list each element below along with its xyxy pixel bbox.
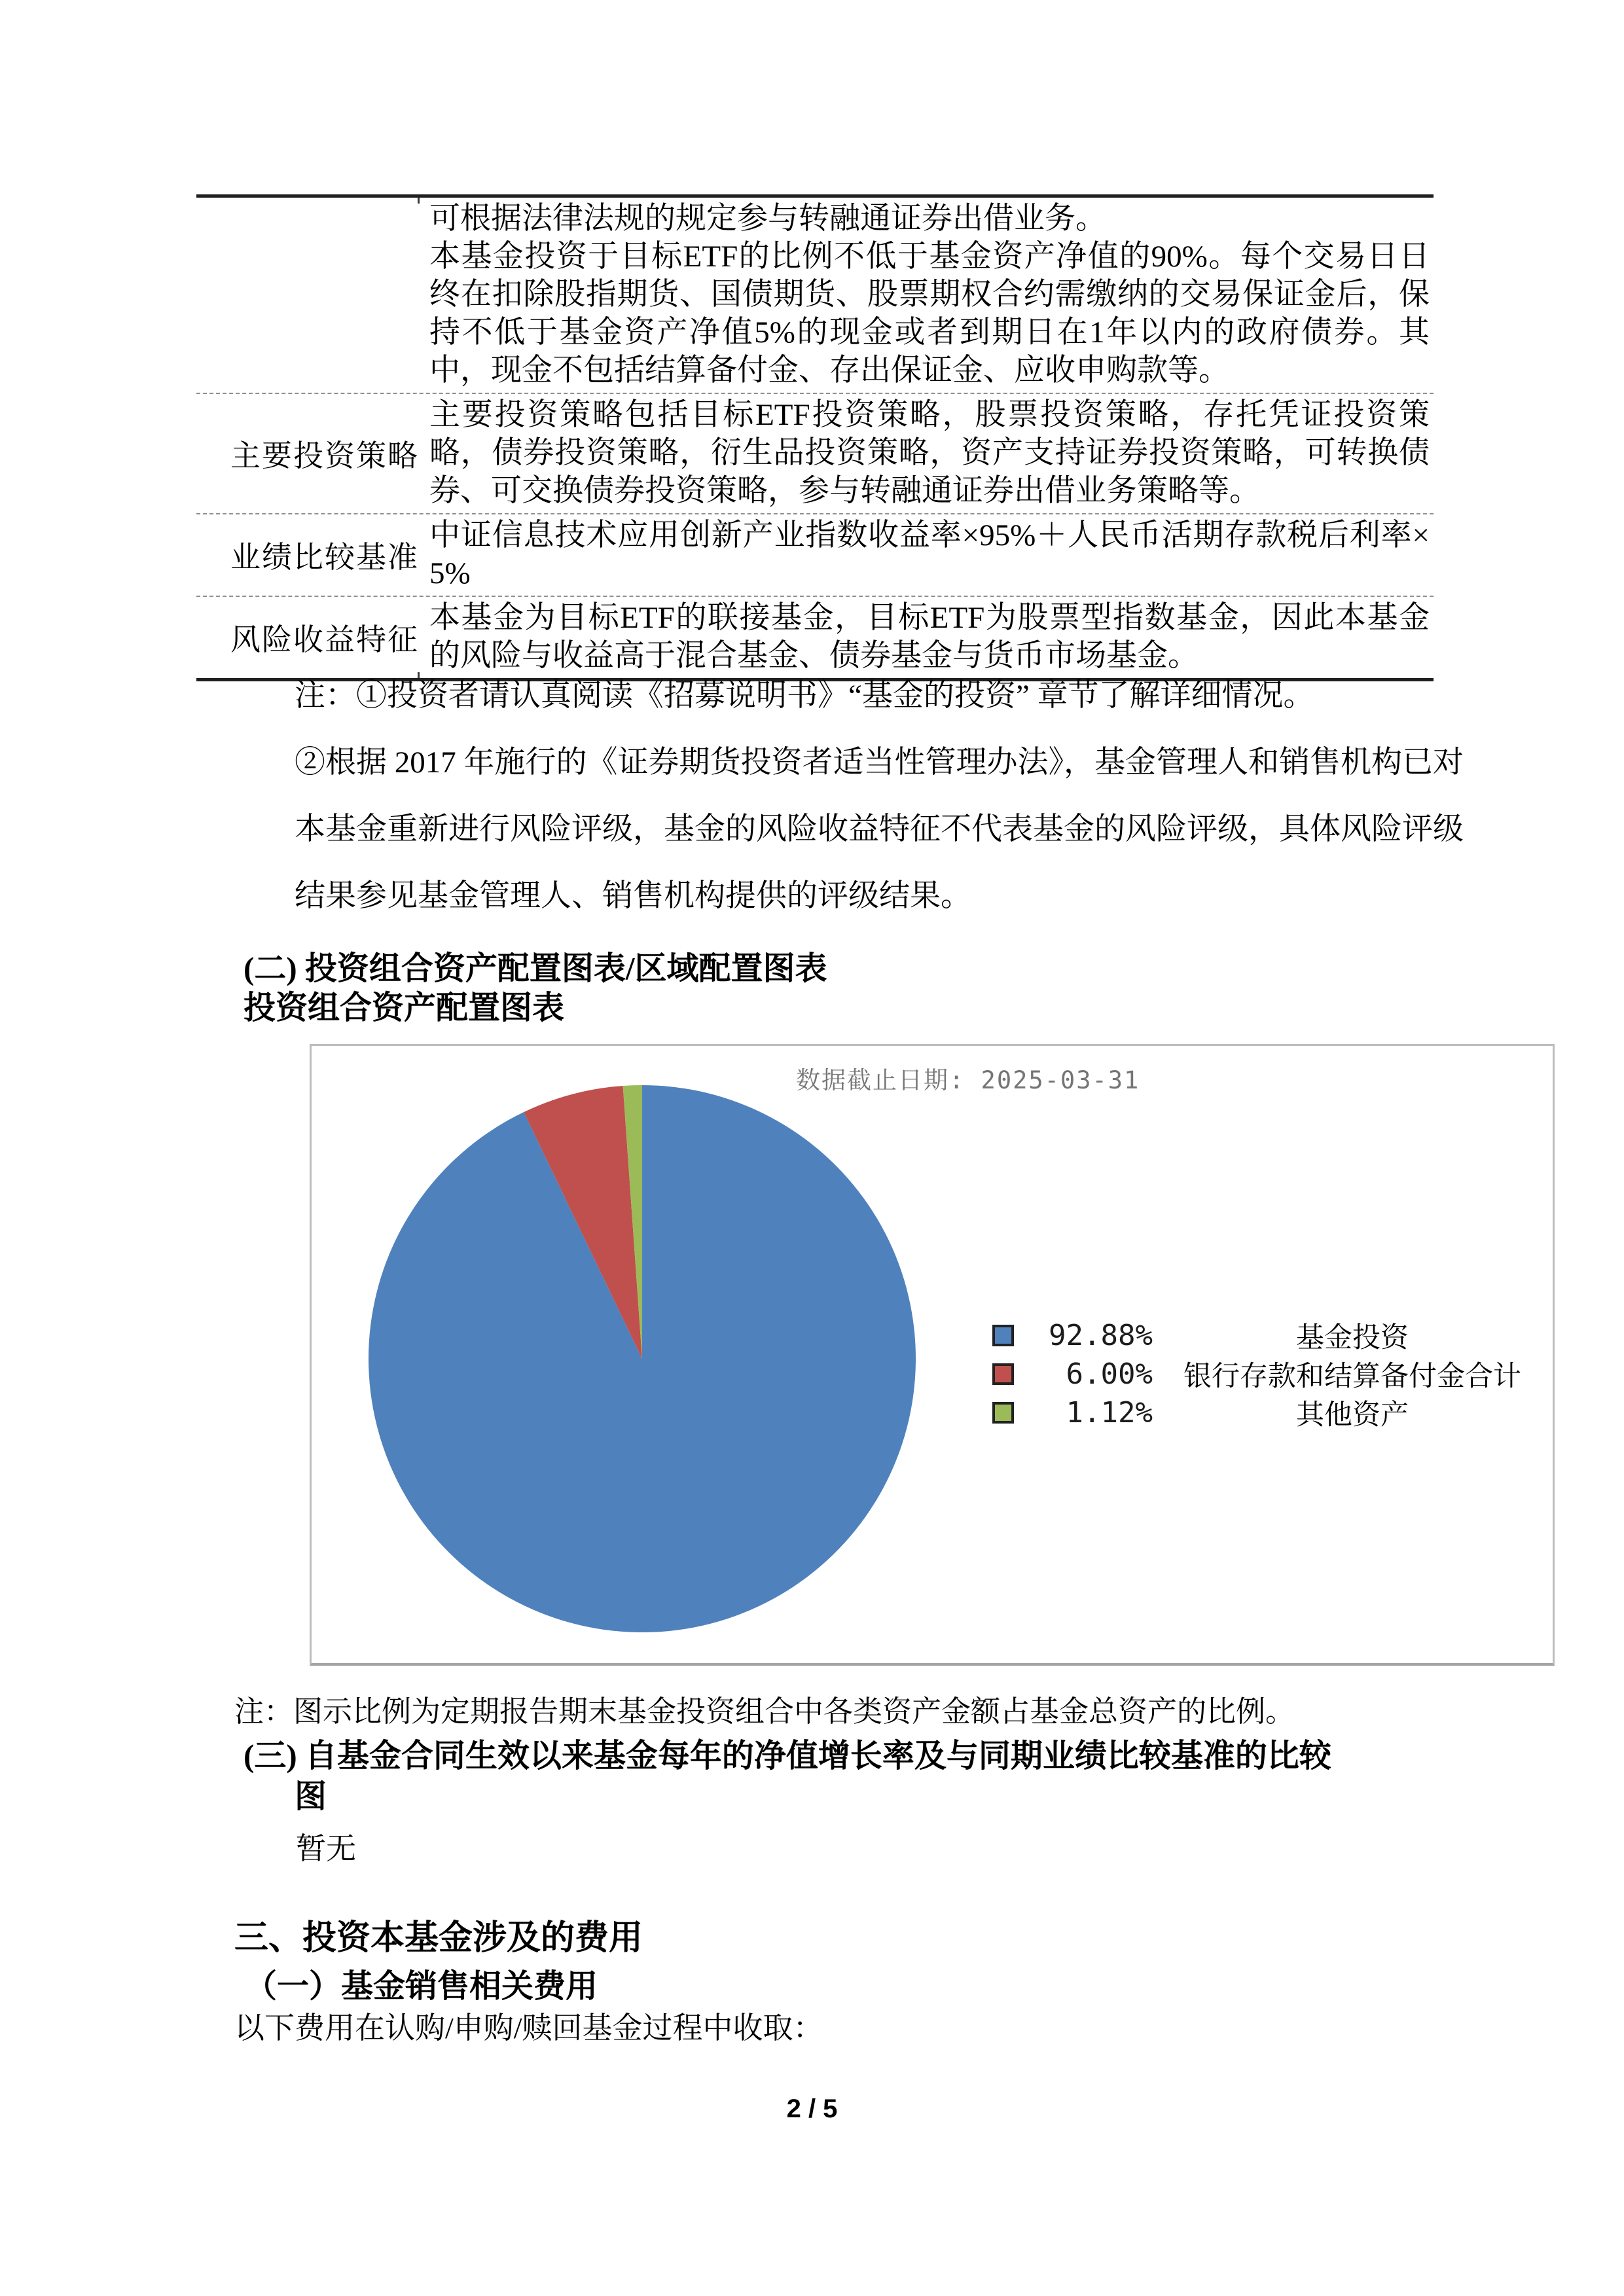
row-label: 风险收益特征	[230, 623, 419, 656]
fund-info-table	[196, 194, 1434, 681]
legend-label: 其他资产	[1296, 1400, 1409, 1431]
fees-section-heading: 三、投资本基金涉及的费用	[234, 1920, 643, 1957]
asset-allocation-chart-panel	[310, 1044, 1555, 1666]
legend-row-other-assets	[992, 1393, 1552, 1432]
table-row-investment-scope	[196, 198, 1434, 393]
chart-data-cutoff-title: 数据截止日期: 2025-03-31	[796, 1066, 1140, 1094]
section2-heading: (二) 投资组合资产配置图表/区域配置图表	[244, 950, 827, 986]
row-paragraph: 中证信息技术应用创新产业指数收益率×95%＋人民币活期存款税后利率×5%	[429, 518, 1430, 590]
row-paragraph: 本基金投资于目标ETF的比例不低于基金资产净值的90%。每个交易日日终在扣除股指期货、国债期货、股票期权合约需缴纳的交易保证金后，保持不低于基金资产净值5%的现金或者到期日在1年以内的政府债券。其中，现金不包括结算备付金、存出保证金、应收申购款等。	[429, 240, 1430, 387]
row-content	[429, 394, 1434, 513]
row-paragraph: 本基金为目标ETF的联接基金，目标ETF为股票型指数基金，因此本基金的风险与收益高于混合基金、债券基金与货币市场基金。	[429, 601, 1430, 673]
pie-chart-svg	[367, 1084, 917, 1634]
legend-percent: 1.12%	[1066, 1396, 1153, 1429]
row-paragraph: 可根据法律法规的规定参与转融通证券出借业务。	[429, 202, 1106, 236]
row-paragraph: 主要投资策略包括目标ETF投资策略，股票投资策略，存托凭证投资策略，债券投资策略，衍生品投资策略，资产支持证券投资策略，可转换债券、可交换债券投资策略，参与转融通证券出借业务策略等。	[429, 398, 1430, 508]
chart-proportion-note: 注：图示比例为定期报告期末基金投资组合中各类资产金额占基金总资产的比例。	[234, 1695, 1295, 1728]
fees-intro-text: 以下费用在认购/申购/赎回基金过程中收取：	[234, 2011, 823, 2045]
section3-heading-block	[244, 1736, 1331, 1817]
legend-label: 基金投资	[1296, 1323, 1409, 1354]
note-line: 本基金重新进行风险评级，基金的风险收益特征不代表基金的风险评级，具体风险评级	[295, 812, 1464, 846]
row-label: 主要投资策略	[230, 439, 419, 473]
section3-empty-placeholder: 暂无	[296, 1832, 356, 1865]
legend-swatch-green	[992, 1402, 1014, 1424]
table-row-strategy	[196, 393, 1434, 513]
row-label	[196, 198, 429, 393]
row-content	[429, 514, 1434, 596]
section3-heading-line1: (三) 自基金合同生效以来基金每年的净值增长率及与同期业绩比较基准的比较	[244, 1738, 1331, 1774]
fees-section-subheading: （一）基金销售相关费用	[245, 1968, 598, 2004]
legend-label: 银行存款和结算备付金合计	[1183, 1361, 1521, 1392]
legend-row-fund-investment	[992, 1316, 1552, 1355]
note-line: ②根据 2017 年施行的《证券期货投资者适当性管理办法》，基金管理人和销售机构已对	[295, 745, 1464, 780]
section3-heading-line2: 图	[295, 1778, 327, 1814]
legend-swatch-blue	[992, 1325, 1014, 1346]
chart-legend	[992, 1316, 1552, 1432]
row-label: 业绩比较基准	[230, 541, 419, 574]
legend-percent: 92.88%	[1049, 1319, 1153, 1352]
legend-swatch-red	[992, 1363, 1014, 1385]
table-row-benchmark	[196, 513, 1434, 596]
legend-percent: 6.00%	[1066, 1357, 1153, 1391]
row-content	[429, 198, 1434, 393]
table-column-tick	[418, 198, 420, 204]
note-line: 注：①投资者请认真阅读《招募说明书》“基金的投资” 章节了解详细情况。	[295, 679, 1314, 713]
section2-subheading: 投资组合资产配置图表	[244, 990, 565, 1026]
note-line: 结果参见基金管理人、销售机构提供的评级结果。	[295, 879, 971, 913]
section2-heading-block	[244, 949, 827, 1028]
table-notes	[295, 662, 1464, 929]
page-number-indicator: 2 / 5	[786, 2094, 838, 2123]
legend-row-bank-deposits	[992, 1355, 1552, 1393]
